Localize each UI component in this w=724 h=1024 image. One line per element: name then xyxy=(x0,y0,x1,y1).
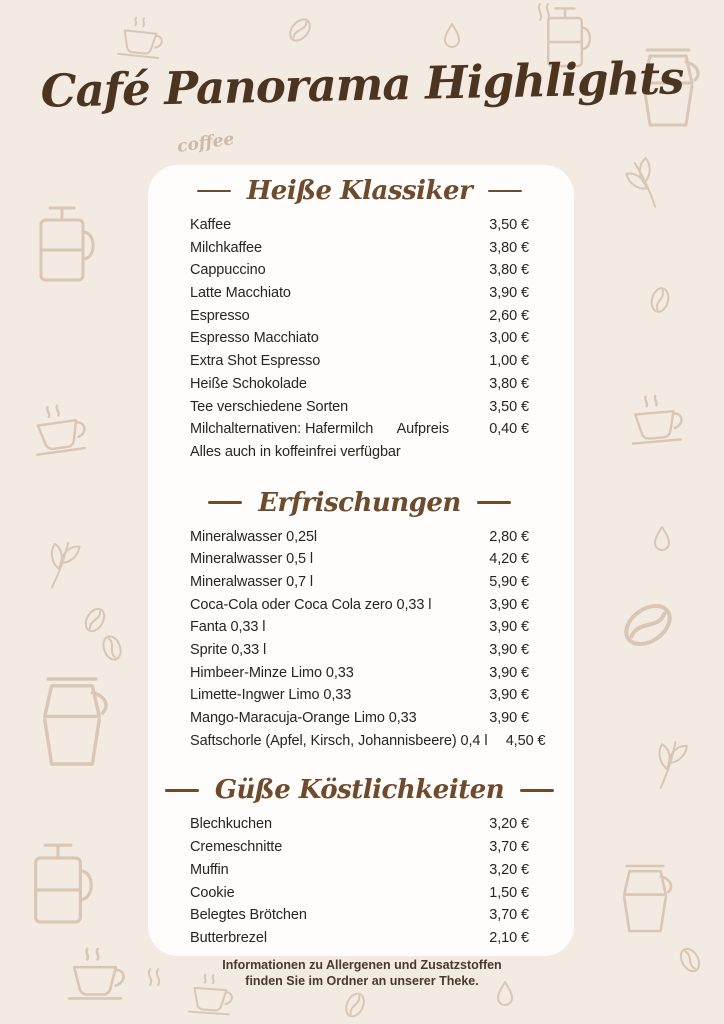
menu-item-row xyxy=(190,529,529,552)
item-price: 4,20 € xyxy=(489,551,529,568)
item-name: Himbeer-Minze Limo 0,33 xyxy=(190,664,354,681)
item-name: Heiße Schokolade xyxy=(190,375,307,392)
menu-item-row xyxy=(190,885,529,908)
item-name: Cookie xyxy=(190,884,235,901)
coffee-leaf-icon xyxy=(649,738,688,791)
item-name: Mineralwasser 0,25l xyxy=(190,528,318,545)
water-drop-icon xyxy=(655,527,669,550)
item-price: 2,60 € xyxy=(489,307,529,324)
item-name: Espresso Macchiato xyxy=(190,330,319,347)
item-price: 3,80 € xyxy=(489,239,529,256)
menu-item-row xyxy=(190,732,546,756)
item-price: 2,80 € xyxy=(489,528,529,545)
item-name: Sprite 0,33 l xyxy=(190,642,267,658)
item-name: Limette-Ingwer Limo 0,33 xyxy=(190,687,352,704)
coffee-leaf-icon xyxy=(624,158,667,212)
menu-item-row xyxy=(190,862,529,885)
menu-item-row xyxy=(190,619,529,642)
section-items xyxy=(190,528,546,756)
item-name: Coca-Cola oder Coca Cola zero 0,33 l xyxy=(190,596,432,613)
coffee-leaf-icon xyxy=(40,538,80,592)
coffee-cup-icon xyxy=(31,403,87,455)
item-price: 3,90 € xyxy=(489,664,529,681)
item-price: 3,80 € xyxy=(489,375,529,392)
menu-sections xyxy=(190,171,546,953)
item-price: 3,20 € xyxy=(489,861,529,878)
item-name: Blechkuchen xyxy=(190,816,272,833)
coffee-bean-icon xyxy=(286,16,314,45)
menu-item-row xyxy=(190,642,529,665)
item-name: Saftschorle (Apfel, Kirsch, Johannisbeere) 0,4 l xyxy=(190,732,488,749)
menu-item-row xyxy=(190,376,529,399)
menu-item-row xyxy=(190,240,529,263)
section-items xyxy=(190,816,529,952)
coffee-bean-icon xyxy=(619,598,677,652)
french-press-icon xyxy=(36,845,92,922)
item-name: Butterbrezel xyxy=(190,929,267,946)
menu-item-row xyxy=(190,574,529,597)
menu-item-row xyxy=(190,816,529,839)
moka-pot-icon xyxy=(624,866,671,931)
item-price: 3,80 € xyxy=(489,262,529,279)
item-price: 3,90 € xyxy=(489,687,529,704)
menu-item-row xyxy=(190,262,529,285)
item-price: 0,40 € xyxy=(489,421,529,438)
coffee-bean-icon xyxy=(343,991,368,1020)
menu-item-row xyxy=(190,710,529,733)
item-name: Espresso xyxy=(190,307,250,324)
item-name: Belegtes Brötchen xyxy=(190,907,307,924)
heading-dash-right-icon xyxy=(520,789,554,792)
item-name: Mineralwasser 0,7 l xyxy=(190,573,314,590)
item-price: 4,50 € xyxy=(505,732,546,749)
section-heading-text: Erfrischungen xyxy=(258,487,461,518)
coffee-bean-icon xyxy=(100,634,123,662)
coffee-cup-icon xyxy=(629,394,683,444)
menu-item-row xyxy=(190,421,529,444)
item-price: 3,50 € xyxy=(489,398,529,415)
item-price: 3,90 € xyxy=(489,642,529,658)
item-price: 3,90 € xyxy=(489,285,529,302)
menu-item-row xyxy=(190,665,529,688)
coffee-bag-label: coffee xyxy=(175,129,236,157)
item-price: 3,70 € xyxy=(489,839,529,856)
coffee-cup-icon xyxy=(118,16,164,58)
section-heading xyxy=(190,770,529,810)
item-price: 3,90 € xyxy=(489,619,529,636)
menu-item-row xyxy=(190,907,529,930)
menu-item-row xyxy=(190,839,529,862)
menu-section xyxy=(190,171,529,467)
menu-item-row xyxy=(190,353,529,376)
menu-item-row xyxy=(190,687,529,710)
heading-dash-right-icon xyxy=(477,501,511,504)
item-name: Latte Macchiato xyxy=(190,285,291,302)
moka-pot-icon xyxy=(45,679,106,764)
section-items xyxy=(190,217,529,467)
item-price: 2,10 € xyxy=(489,929,529,946)
footer-line-1: Informationen zu Allergenen und Zusatzstoffen xyxy=(222,958,502,972)
item-price: 3,70 € xyxy=(489,907,529,924)
item-name: Fanta 0,33 l xyxy=(190,619,266,636)
heading-dash-left-icon xyxy=(197,190,231,193)
allergen-footer xyxy=(0,958,724,989)
item-name: Extra Shot Espresso xyxy=(190,353,321,370)
menu-section xyxy=(190,483,546,756)
item-name: Cappuccino xyxy=(190,262,266,279)
menu-card xyxy=(148,165,574,956)
heading-dash-right-icon xyxy=(488,190,522,193)
item-price: 1,00 € xyxy=(489,353,529,370)
heading-dash-left-icon xyxy=(165,789,199,792)
section-heading-text: Heiße Klassiker xyxy=(246,176,473,206)
item-name: Milchalternativen: Hafermilch xyxy=(190,421,374,438)
section-heading-text: Güße Köstlichkeiten xyxy=(214,775,505,806)
item-price: 3,90 € xyxy=(489,596,529,613)
item-note: Aufpreis xyxy=(396,421,449,438)
coffee-bean-icon xyxy=(82,606,108,635)
menu-item-row xyxy=(190,399,529,422)
footer-line-2: finden Sie im Ordner an unserer Theke. xyxy=(245,973,479,988)
heading-dash-left-icon xyxy=(208,501,242,504)
water-drop-icon xyxy=(445,24,459,47)
item-name: Mineralwasser 0,5 l xyxy=(190,551,314,568)
menu-item-row xyxy=(190,308,529,331)
item-price: 5,90 € xyxy=(489,573,529,590)
steam-icon xyxy=(539,4,549,20)
item-name: Milchkaffee xyxy=(190,239,262,256)
menu-item-row xyxy=(190,551,529,574)
french-press-icon xyxy=(41,208,93,280)
item-name: Kaffee xyxy=(190,217,232,233)
item-price: 3,00 € xyxy=(489,330,529,347)
item-name: Alles auch in koffeinfrei verfügbar xyxy=(190,443,401,460)
item-price: 1,50 € xyxy=(489,884,529,901)
section-heading xyxy=(190,171,529,211)
item-name: Tee verschiedene Sorten xyxy=(190,398,349,415)
menu-item-row xyxy=(190,597,529,620)
menu-item-row xyxy=(190,330,529,353)
section-heading xyxy=(190,483,529,523)
menu-item-row xyxy=(190,285,529,308)
menu-item-row xyxy=(190,930,529,953)
item-name: Cremeschnitte xyxy=(190,839,283,856)
menu-section xyxy=(190,770,529,952)
item-name: Muffin xyxy=(190,861,229,878)
menu-item-row xyxy=(190,444,529,467)
coffee-bean-icon xyxy=(649,286,671,313)
menu-title: Café Panorama Highlights xyxy=(40,51,684,118)
item-price: 3,90 € xyxy=(489,710,529,727)
menu-item-row xyxy=(190,217,529,240)
item-name: Mango-Maracuja-Orange Limo 0,33 xyxy=(190,710,417,727)
item-price: 3,20 € xyxy=(489,816,529,833)
item-price: 3,50 € xyxy=(489,217,529,233)
